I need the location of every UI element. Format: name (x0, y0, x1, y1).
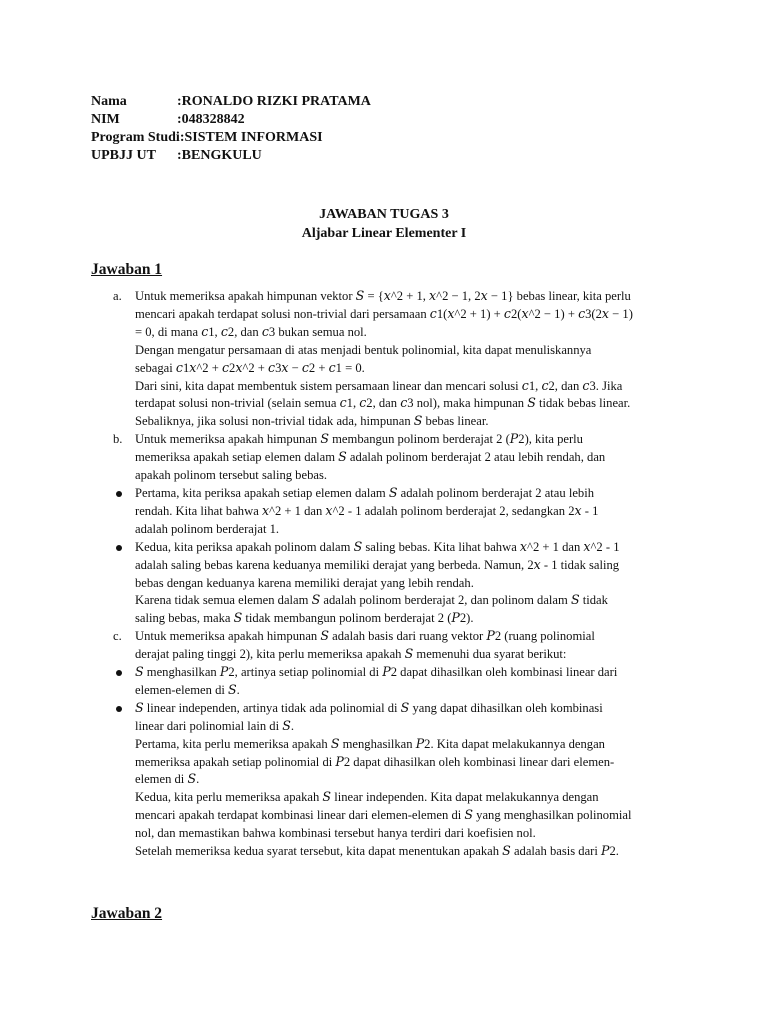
section-heading-jawaban-1: Jawaban 1 (91, 261, 163, 278)
document-title: JAWABAN TUGAS 3 (319, 207, 449, 222)
name-value: :RONALDO RIZKI PRATAMA (177, 94, 371, 109)
bullet-icon (116, 491, 122, 497)
list-item (91, 628, 691, 664)
bullet-icon (116, 706, 122, 712)
info-row-upbjj (91, 147, 371, 165)
text-line: adalah saling bebas karena keduanya memiliki derajat yang berbeda. Namun, 2𝑥 - 1 tidak saling (135, 557, 620, 572)
text-line: elemen di 𝑆. (135, 772, 200, 787)
text-line: apakah polinom tersebut saling bebas. (135, 468, 328, 483)
text-line: memeriksa apakah setiap polinomial di 𝑃2 dapat dihasilkan oleh kombinasi linear dari elemen- (135, 754, 615, 769)
text-line: Kedua, kita perlu memeriksa apakah 𝑆 linear independen. Kita dapat melakukannya dengan (135, 790, 599, 805)
list-item (91, 700, 691, 861)
text-line: derajat paling tinggi 2), kita perlu memeriksa apakah 𝑆 memenuhi dua syarat berikut: (135, 647, 567, 662)
prodi-label: Program Studi (91, 130, 180, 145)
nim-label: NIM (91, 112, 120, 127)
text-line: memeriksa apakah setiap elemen dalam 𝑆 adalah polinom berderajat 2 atau lebih rendah, dan (135, 450, 606, 465)
answer-body (91, 288, 691, 861)
list-item (91, 539, 691, 629)
text-line: Sebaliknya, jika solusi non-trivial tidak ada, himpunan 𝑆 bebas linear. (135, 414, 489, 429)
text-line: Pertama, kita periksa apakah setiap elemen dalam 𝑆 adalah polinom berderajat 2 atau lebih (135, 485, 595, 500)
text-line: linear dari polinomial lain di 𝑆. (135, 718, 295, 733)
list-marker: a. (113, 289, 122, 303)
text-line: rendah. Kita lihat bahwa 𝑥^2 + 1 dan 𝑥^2 - 1 adalah polinom berderajat 2, sedangkan 2𝑥 - 1 (135, 503, 599, 518)
text-line: mencari apakah terdapat solusi non-trivial dari persamaan 𝑐1(𝑥^2 + 1) + 𝑐2(𝑥^2 − 1) + 𝑐3(2𝑥 − 1) (135, 306, 633, 321)
text-line: Karena tidak semua elemen dalam 𝑆 adalah polinom berderajat 2, dan polinom dalam 𝑆 tidak (135, 593, 608, 608)
text-line: Pertama, kita perlu memeriksa apakah 𝑆 menghasilkan 𝑃2. Kita dapat melakukannya dengan (135, 736, 605, 751)
list-marker: b. (113, 432, 123, 447)
upbjj-label: UPBJJ UT (91, 148, 156, 163)
text-line: Setelah memeriksa kedua syarat tersebut, kita dapat menentukan apakah 𝑆 adalah basis dari 𝑃2. (135, 844, 619, 859)
list-marker: c. (113, 629, 122, 644)
section-heading-jawaban-2: Jawaban 2 (91, 905, 163, 922)
text-line: saling bebas, maka 𝑆 tidak membangun polinom berderajat 2 (𝑃2). (135, 611, 474, 626)
list-item (91, 431, 691, 485)
nim-value: :048328842 (177, 112, 245, 127)
bullet-icon (116, 670, 122, 676)
info-row-prodi (91, 129, 371, 147)
text-line: sebagai 𝑐1𝑥^2 + 𝑐2𝑥^2 + 𝑐3𝑥 − 𝑐2 + 𝑐1 = 0. (135, 360, 365, 375)
list-item (91, 288, 691, 431)
text-line: 𝑆 linear independen, artinya tidak ada polinomial di 𝑆 yang dapat dihasilkan oleh kombinasi (135, 700, 603, 715)
text-line: Kedua, kita periksa apakah polinom dalam 𝑆 saling bebas. Kita lihat bahwa 𝑥^2 + 1 dan 𝑥^2 - 1 (135, 539, 620, 554)
info-row-nim (91, 111, 371, 129)
text-line: adalah polinom berderajat 1. (135, 521, 280, 536)
text-line: Untuk memeriksa apakah himpunan 𝑆 adalah basis dari ruang vektor 𝑃2 (ruang polinomial (135, 629, 595, 644)
text-line: elemen-elemen di 𝑆. (135, 682, 240, 697)
text-line: Untuk memeriksa apakah himpunan 𝑆 membangun polinom berderajat 2 (𝑃2), kita perlu (135, 432, 583, 447)
text-line: terdapat solusi non-trivial (selain semua 𝑐1, 𝑐2, dan 𝑐3 nol), maka himpunan 𝑆 tidak bebas linear. (135, 396, 631, 411)
document-subtitle: Aljabar Linear Elementer I (301, 226, 467, 241)
name-label: Nama (91, 94, 127, 109)
text-line: = 0, di mana 𝑐1, 𝑐2, dan 𝑐3 bukan semua nol. (135, 324, 367, 339)
list-item (91, 664, 691, 700)
student-info (91, 93, 371, 165)
text-line: Untuk memeriksa apakah himpunan vektor 𝑆 = {𝑥^2 + 1, 𝑥^2 − 1, 2𝑥 − 1} bebas linear, kita perlu (135, 289, 631, 303)
text-line: nol, dan memastikan bahwa kombinasi tersebut hanya terdiri dari koefisien nol. (135, 826, 536, 841)
text-line: Dari sini, kita dapat membentuk sistem persamaan linear dan mencari solusi 𝑐1, 𝑐2, dan 𝑐3. Jika (135, 378, 623, 393)
info-row-nama (91, 93, 371, 111)
text-line: bebas dengan keduanya karena memiliki derajat yang lebih rendah. (135, 575, 474, 590)
text-line: Dengan mengatur persamaan di atas menjadi bentuk polinomial, kita dapat menuliskannya (135, 342, 592, 357)
text-line: 𝑆 menghasilkan 𝑃2, artinya setiap polinomial di 𝑃2 dapat dihasilkan oleh kombinasi linear dari (135, 665, 618, 680)
list-item (91, 485, 691, 539)
prodi-value: :SISTEM INFORMASI (179, 130, 323, 145)
upbjj-value: :BENGKULU (177, 148, 262, 163)
bullet-icon (116, 545, 122, 551)
text-line: mencari apakah terdapat kombinasi linear dari elemen-elemen di 𝑆 yang menghasilkan polinomial (135, 808, 632, 823)
